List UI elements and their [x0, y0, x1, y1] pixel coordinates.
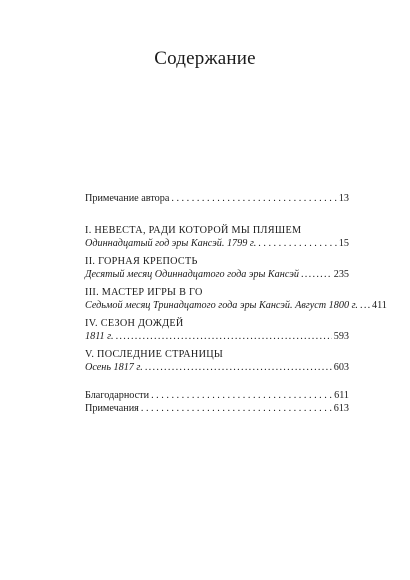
- leader-dots: [301, 268, 332, 282]
- toc-part-1[interactable]: [85, 224, 349, 251]
- toc-entry-label: Благодарности: [85, 389, 150, 401]
- leader-dots: [116, 330, 332, 344]
- part-subtitle: Одиннадцатый год эры Кансэй. 1799 г.: [85, 238, 257, 249]
- part-heading: III. МАСТЕР ИГРЫ В ГО: [85, 286, 203, 298]
- toc-entry-page: 235: [333, 269, 349, 280]
- toc-entry-page: 603: [333, 362, 349, 373]
- toc-entry-label: Примечание автора: [85, 193, 170, 204]
- toc-entry-page: 411: [371, 300, 387, 311]
- table-of-contents: [85, 192, 387, 416]
- part-subtitle-row: [85, 361, 349, 375]
- toc-part-5[interactable]: [85, 348, 349, 375]
- toc-entry-page: 15: [338, 238, 349, 249]
- toc-part-3[interactable]: [85, 286, 387, 313]
- part-subtitle-row: [85, 268, 349, 282]
- leader-dots: [141, 402, 332, 416]
- toc-entry-page: 13: [338, 193, 349, 204]
- leader-dots: [258, 237, 337, 251]
- part-heading: II. ГОРНАЯ КРЕПОСТЬ: [85, 255, 198, 267]
- part-subtitle: Десятый месяц Одиннадцатого года эры Кансэй: [85, 269, 299, 280]
- page-title: Содержание: [154, 48, 256, 69]
- toc-entry-page: 613: [333, 403, 349, 414]
- part-heading: IV. СЕЗОН ДОЖДЕЙ: [85, 317, 184, 329]
- toc-entry-page: 611: [334, 389, 349, 401]
- toc-part-2[interactable]: [85, 255, 349, 282]
- toc-entry-acknowledgements[interactable]: [85, 389, 349, 403]
- part-subtitle-row: [85, 237, 349, 251]
- part-subtitle-row: [85, 299, 387, 313]
- toc-entry-notes[interactable]: [85, 402, 349, 416]
- part-subtitle: Седьмой месяц Тринадцатого года эры Кансэй. Август 1800 г.: [85, 300, 358, 311]
- leader-dots: [171, 192, 336, 206]
- leader-dots: [360, 299, 370, 313]
- part-subtitle: 1811 г.: [85, 331, 114, 342]
- toc-part-4[interactable]: [85, 317, 349, 344]
- part-subtitle-row: [85, 330, 349, 344]
- part-heading: V. ПОСЛЕДНИЕ СТРАНИЦЫ: [85, 348, 224, 360]
- leader-dots: [151, 389, 332, 403]
- part-subtitle: Осень 1817 г.: [85, 362, 143, 373]
- leader-dots: [145, 361, 332, 375]
- part-heading: I. НЕВЕСТА, РАДИ КОТОРОЙ МЫ ПЛЯШЕМ: [85, 224, 302, 236]
- toc-entry-page: 593: [333, 331, 349, 342]
- toc-entry-author-note[interactable]: [85, 192, 349, 206]
- toc-entry-label: Примечания: [85, 403, 139, 414]
